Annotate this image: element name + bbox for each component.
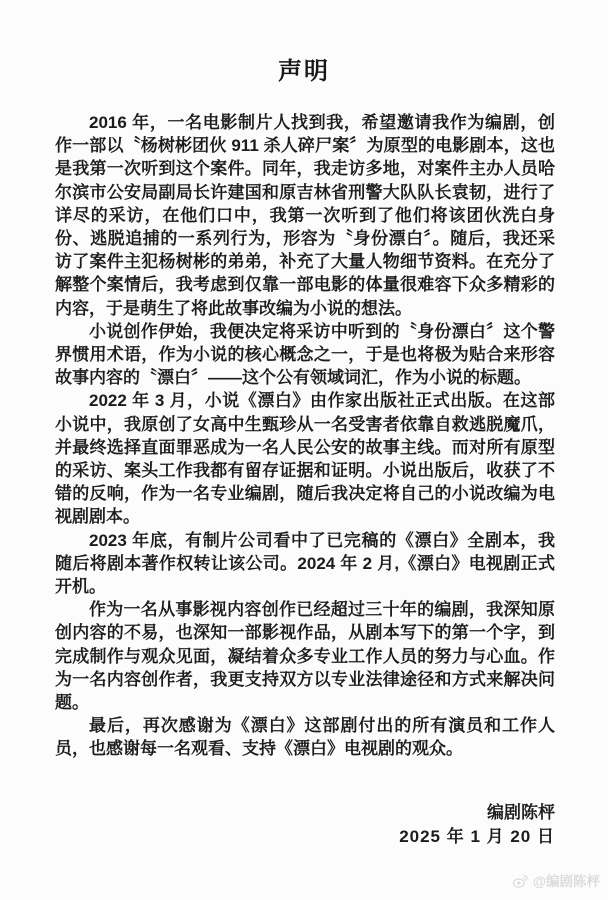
signature-name: 编剧陈枰 — [487, 802, 555, 822]
statement-title: 声明 — [278, 58, 330, 85]
watermark-text: @编剧陈枰 — [532, 874, 600, 889]
statement-paragraph-5: 作为一名从事影视内容创作已经超过三十年的编剧，我深知原创内容的不易，也深知一部影视作品，从剧本写下的第一个字，到完成制作与观众见面，凝结着众多专业工作人员的努力与心血。作为一名内容创作者，我更支持双方以专业法律途径和方式来解决问题。 — [55, 600, 555, 713]
weibo-watermark — [512, 870, 600, 890]
weibo-logo-icon — [512, 872, 529, 889]
statement-body — [55, 111, 555, 849]
statement-paragraph-4: 2023 年底，有制片公司看中了已完稿的《漂白》全剧本，我随后将剧本著作权转让该公司。2024 年 2 月,《漂白》电视剧正式开机。 — [55, 530, 555, 597]
signature-date: 2025 年 1 月 20 日 — [399, 826, 555, 846]
statement-paragraph-2: 小说创作伊始，我便决定将采访中听到的〝身份漂白〞这个警界惯用术语，作为小说的核心概念之一，于是也将极为贴合来形容故事内容的〝漂白〞——这个公有领域词汇，作为小说的标题。 — [55, 321, 555, 388]
statement-paragraph-1: 2016 年，一名电影制片人找到我，希望邀请我作为编剧，创作一部以〝杨树彬团伙 911 杀人碎尸案〞为原型的电影剧本，这也是我第一次听到这个案件。同年，我走访多地，对案件主办人员哈尔滨市公安局副局长许建国和原吉林省刑警大队队长袁韧，进行了详尽的采访，在他们口中，我第一次听到了他们将该团伙洗白身份、逃脱追捕的一系列行为，形容为〝身份漂白〞。随后，我还采访了案件主犯杨树彬的弟弟，补充了大量人物细节资料。在充分了解整个案情后，我考虑到仅靠一部电影的体量很难容下众多精彩的内容，于是萌生了将此故事改编为小说的想法。 — [55, 113, 555, 318]
signature-block — [55, 801, 555, 849]
statement-paragraph-3: 2022 年 3 月，小说《漂白》由作家出版社正式出版。在这部小说中，我原创了女高中生甄珍从一名受害者依靠自救逃脱魔爪，并最终选择直面罪恶成为一名人民公安的故事主线。而对所有原型的采访、案头工作我都有留存证据和证明。小说出版后，收获了不错的反响，作为一名专业编剧，随后我决定将自己的小说改编为电视剧剧本。 — [55, 391, 555, 527]
statement-paragraph-6: 最后，再次感谢为《漂白》这部剧付出的所有演员和工作人员，也感谢每一名观看、支持《漂白》电视剧的观众。 — [55, 716, 555, 759]
